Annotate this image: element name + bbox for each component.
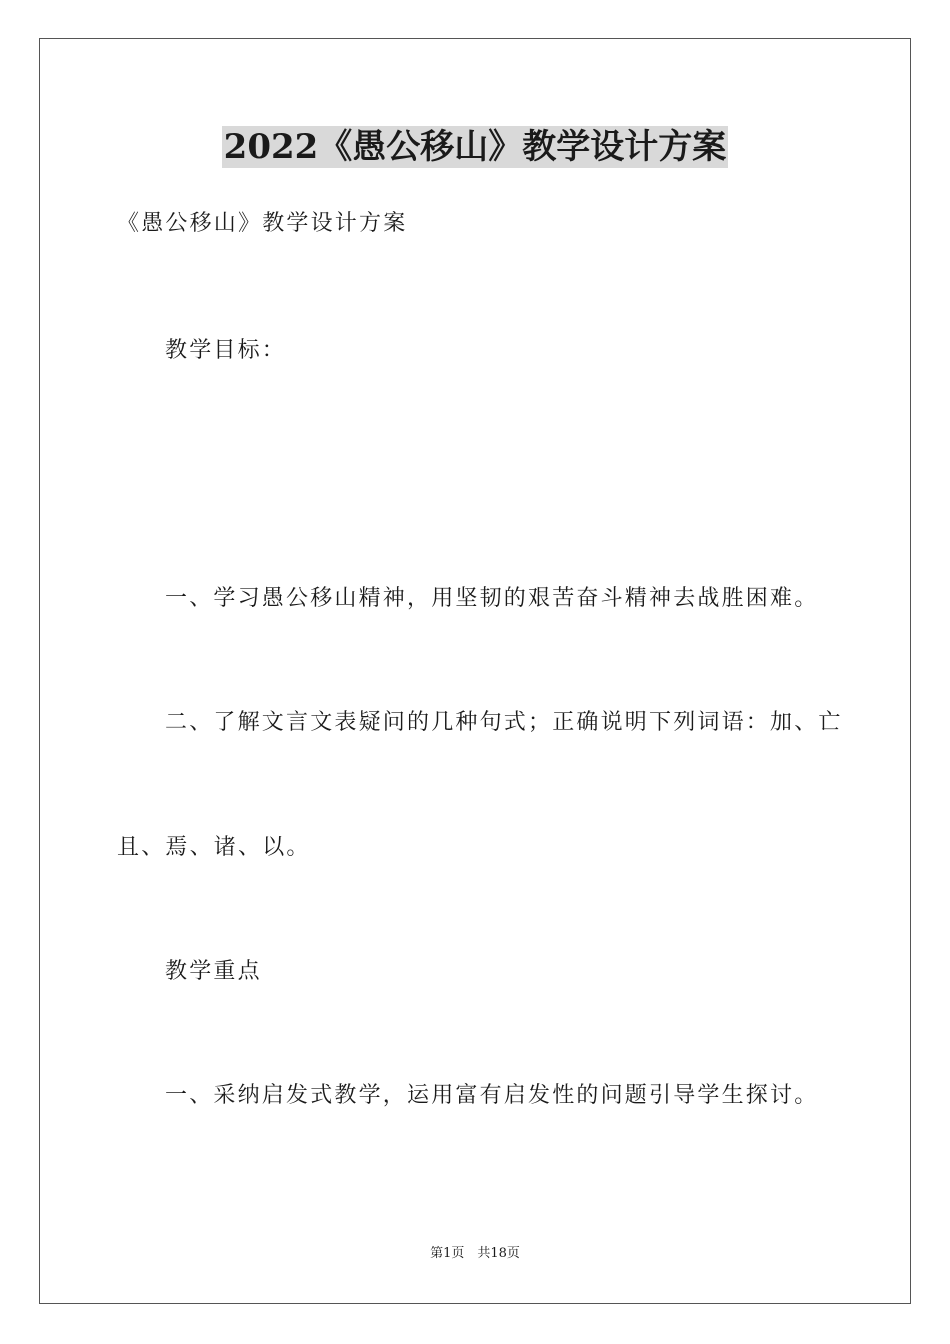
- objective-item-2: 二、了解文言文表疑问的几种句式；正确说明下列词语：加、亡: [165, 710, 843, 735]
- subtitle-line: 《愚公移山》教学设计方案: [117, 211, 408, 236]
- page-footer: 第1页 共18页: [430, 1246, 520, 1261]
- key-point-item-1: 一、采纳启发式教学，运用富有启发性的问题引导学生探讨。: [165, 1083, 819, 1108]
- objective-item-2-continued: 且、焉、诸、以。: [117, 835, 311, 860]
- section-heading-objectives: 教学目标：: [165, 338, 287, 363]
- section-heading-key-points: 教学重点: [165, 959, 262, 984]
- title-container: [0, 126, 950, 168]
- objective-item-1: 一、学习愚公移山精神，用坚韧的艰苦奋斗精神去战胜困难。: [165, 586, 819, 611]
- document-title: 2022《愚公移山》教学设计方案: [223, 127, 727, 167]
